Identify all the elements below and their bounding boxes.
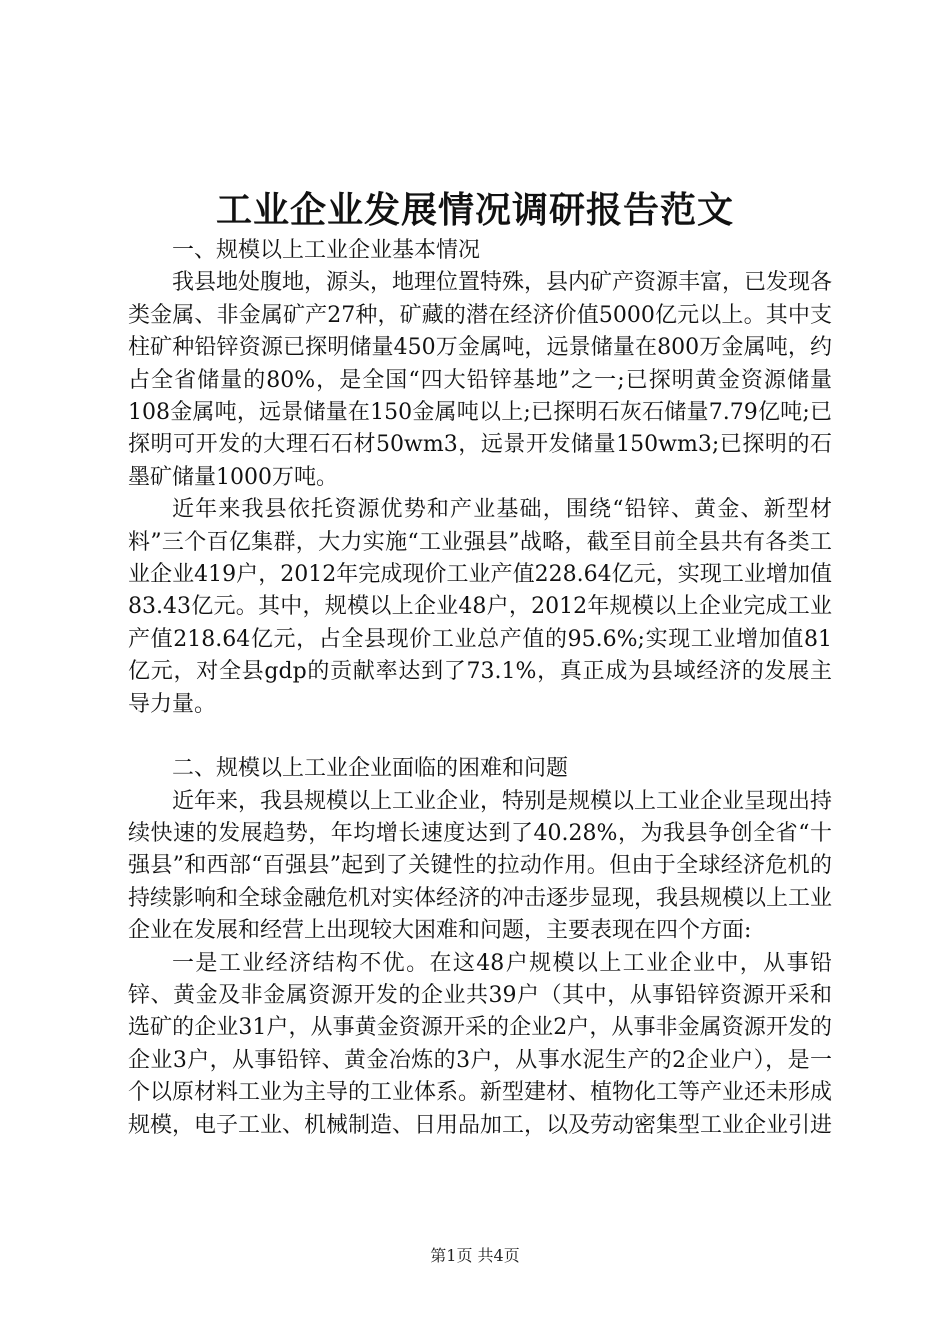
page-footer: 第1页 共4页 bbox=[430, 1246, 520, 1265]
section-heading-2: 二、规模以上工业企业面临的困难和问题 bbox=[172, 756, 569, 782]
section-heading-1: 一、规模以上工业企业基本情况 bbox=[172, 238, 481, 263]
document-body bbox=[128, 235, 832, 1142]
paragraph-problems-intro: 近年来，我县规模以上工业企业，特别是规模以上工业企业呈现出持续快速的发展趋势，年均增长速度达到了40.28%，为我县争创全省“十强县”和西部“百强县”起到了关键性的拉动作用。但由于全球经济危机的持续影响和全球金融危机对实体经济的冲击逐步显现，我县规模以上工业企业在发展和经营上出现较大困难和问题，主要表现在四个方面: bbox=[128, 788, 833, 944]
page-title: 工业企业发展情况调研报告范文 bbox=[215, 189, 734, 231]
paragraph-structure-issue: 一是工业经济结构不优。在这48户规模以上工业企业中，从事铅锌、黄金及非金属资源开发的企业共39户（其中，从事铅锌资源开采和选矿的企业31户，从事黄金资源开采的企业2户，从事非金属资源开发的企业3户，从事铅锌、黄金冶炼的3户，从事水泥生产的2企业户），是一个以原材料工业为主导的工业体系。新型建材、植物化工等产业还未形成规模，电子工业、机械制造、日用品加工，以及劳动密集型工业企业引进 bbox=[128, 950, 833, 1138]
paragraph-spacer bbox=[128, 721, 832, 753]
paragraph-industry-overview: 近年来我县依托资源优势和产业基础，围绕“铅锌、黄金、新型材料”三个百亿集群，大力实施“工业强县”战略，截至目前全县共有各类工业企业419户，2012年完成现价工业产值228.64亿元，实现工业增加值83.43亿元。其中，规模以上企业48户，2012年规模以上企业完成工业产值218.64亿元，占全县现价工业总产值的95.6%;实现工业增加值81亿元，对全县gdp的贡献率达到了73.1%，真正成为县域经济的发展主导力量。 bbox=[128, 497, 832, 717]
paragraph-resources: 我县地处腹地，源头，地理位置特殊，县内矿产资源丰富，已发现各类金属、非金属矿产27种，矿藏的潜在经济价值5000亿元以上。其中支柱矿种铅锌资源已探明储量450万金属吨，远景储量在800万金属吨，约占全省储量的80%，是全国“四大铅锌基地”之一;已探明黄金资源储量108金属吨，远景储量在150金属吨以上;已探明石灰石储量7.79亿吨;已探明可开发的大理石石材50wm3，远景开发储量150wm3;已探明的石墨矿储量1000万吨。 bbox=[128, 270, 833, 490]
